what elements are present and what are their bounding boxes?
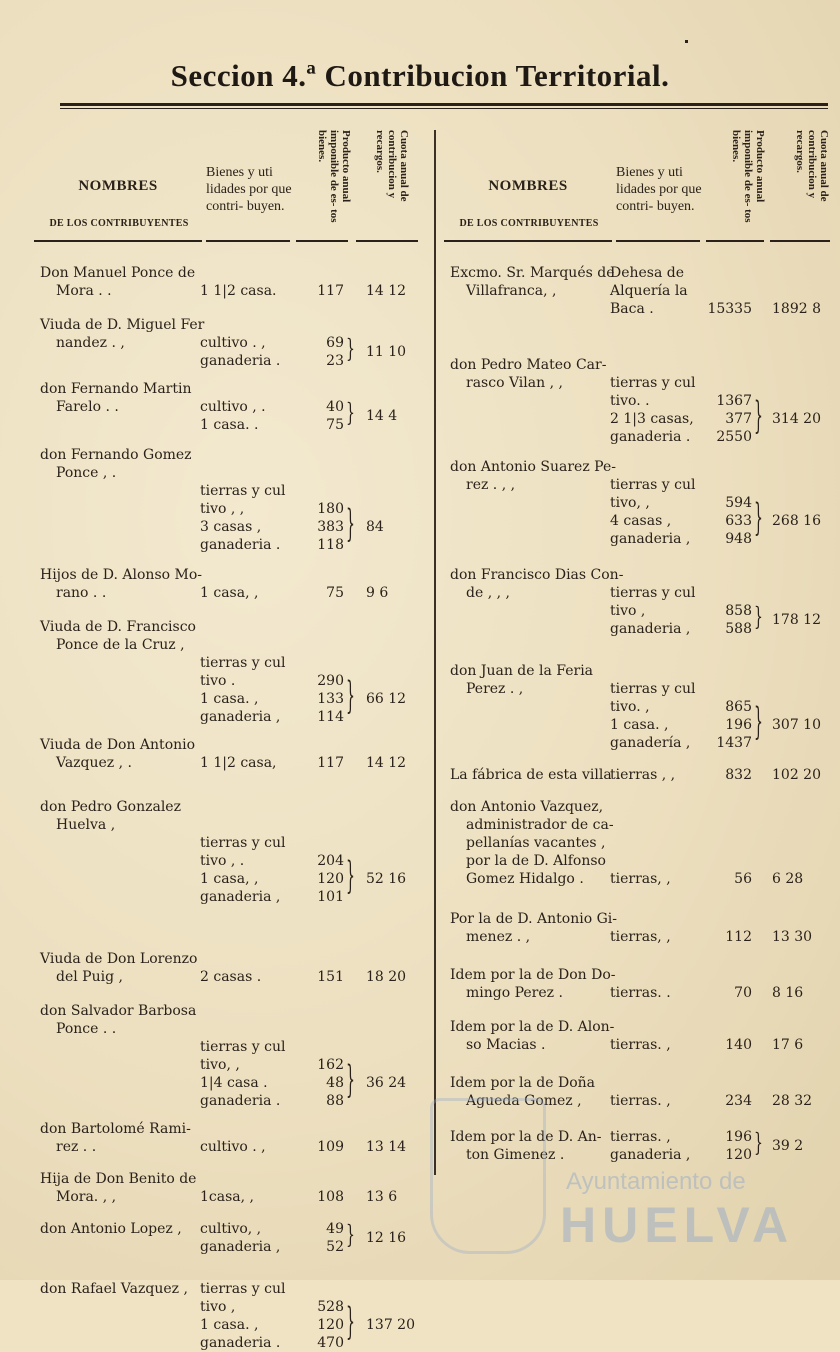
annual-product: 114	[317, 709, 344, 725]
annual-product: 204	[317, 853, 344, 869]
asset-description: 2 casas .	[200, 969, 262, 985]
header-producto: Producto anual imponible de es- tos bienes.	[316, 130, 352, 223]
contributor-name-cont: Huelva ,	[56, 817, 116, 833]
right-column	[444, 120, 840, 1163]
asset-description: tierras y cul	[200, 1039, 286, 1055]
annual-product: 75	[326, 417, 344, 433]
asset-description: tivo ,	[200, 1299, 236, 1315]
brace-mark: }	[754, 395, 763, 439]
annual-product: 383	[317, 519, 344, 535]
asset-description: 1|4 casa .	[200, 1075, 268, 1091]
brace-mark: }	[346, 855, 355, 899]
annual-quota: 268 16	[772, 513, 821, 529]
brace-mark: }	[346, 335, 355, 365]
asset-description: ganaderia ,	[610, 531, 691, 547]
annual-product: 112	[725, 929, 752, 945]
header-producto: Producto anual imponible de es- tos bienes.	[730, 130, 766, 223]
annual-product: 377	[725, 411, 752, 427]
annual-quota: 66 12	[366, 691, 407, 707]
annual-product: 109	[317, 1139, 344, 1155]
annual-quota: 84	[366, 519, 384, 535]
asset-description: 1 casa. ,	[610, 717, 669, 733]
annual-product: 234	[725, 1093, 752, 1109]
title-rule-thin	[60, 108, 828, 109]
asset-description: ganaderia ,	[200, 709, 281, 725]
brace-mark: }	[346, 503, 355, 547]
annual-product: 48	[326, 1075, 344, 1091]
contributor-name-cont: por la de D. Alfonso	[466, 853, 606, 869]
header-nombres: NOMBRES	[78, 178, 158, 194]
annual-product: 948	[725, 531, 752, 547]
contributor-name: don Juan de la Feria	[450, 663, 594, 679]
asset-description: 1 1|2 casa.	[200, 283, 277, 299]
annual-product: 40	[326, 399, 344, 415]
contributor-name: Viuda de D. Miguel Fer	[40, 317, 205, 333]
annual-quota: 36 24	[366, 1075, 407, 1091]
library-stamp	[430, 1098, 546, 1254]
asset-description: tierras y cul	[200, 1281, 286, 1297]
asset-description: tierras y cul	[200, 655, 286, 671]
annual-product: 69	[326, 335, 344, 351]
annual-product: 633	[725, 513, 752, 529]
asset-description: tierras y cul	[610, 477, 696, 493]
asset-description: ganaderia .	[610, 429, 691, 445]
asset-description: tierras y cul	[200, 483, 286, 499]
annual-product: 70	[734, 985, 752, 1001]
asset-description: ganaderia ,	[200, 1239, 281, 1255]
annual-product: 56	[734, 871, 752, 887]
contributor-name-cont: rez . , ,	[466, 477, 516, 493]
contributor-name-cont: Gomez Hidalgo .	[466, 871, 584, 887]
asset-description: Alquería la	[610, 283, 688, 299]
contributor-name: Hijos de D. Alonso Mo-	[40, 567, 203, 583]
asset-description: 1 casa, ,	[200, 585, 259, 601]
contributor-name: Por la de D. Antonio Gi-	[450, 911, 617, 927]
contributor-name: Idem por la de Doña	[450, 1075, 596, 1091]
annual-product: 832	[725, 767, 752, 783]
annual-product: 140	[725, 1037, 752, 1053]
asset-description: tivo , ,	[200, 501, 245, 517]
brace-mark: }	[754, 603, 763, 633]
contributor-name-cont: Agueda Gomez ,	[466, 1093, 582, 1109]
contributor-name: don Rafael Vazquez ,	[40, 1281, 188, 1297]
annual-quota: 39 2	[772, 1138, 804, 1154]
left-column	[34, 120, 426, 1351]
asset-description: ganaderia .	[200, 1093, 281, 1109]
annual-product: 290	[317, 673, 344, 689]
annual-product: 470	[317, 1335, 344, 1351]
asset-description: 2 1|3 casas,	[610, 411, 694, 427]
annual-quota: 14 12	[366, 283, 407, 299]
annual-product: 108	[317, 1189, 344, 1205]
watermark-line1: Ayuntamiento de	[566, 1168, 746, 1195]
asset-description: cultivo . ,	[200, 1139, 266, 1155]
contributor-name-cont: Farelo . .	[56, 399, 119, 415]
annual-product: 196	[725, 717, 752, 733]
right-header	[444, 120, 840, 252]
asset-description: tivo .	[200, 673, 236, 689]
annual-quota: 8 16	[772, 985, 804, 1001]
annual-product: 15335	[707, 301, 752, 317]
asset-description: tierras. ,	[610, 1037, 671, 1053]
brace-mark: }	[754, 701, 763, 745]
contributor-name-cont: Mora. , ,	[56, 1189, 117, 1205]
annual-product: 118	[317, 537, 344, 553]
annual-product: 528	[317, 1299, 344, 1315]
annual-quota: 9 6	[366, 585, 389, 601]
watermark-line2: HUELVA	[560, 1197, 795, 1253]
contributor-name: don Antonio Vazquez,	[450, 799, 604, 815]
header-underline	[34, 240, 202, 242]
contributor-name-cont: Perez . ,	[466, 681, 524, 697]
contributor-name: La fábrica de esta villa .	[450, 767, 621, 783]
annual-quota: 28 32	[772, 1093, 813, 1109]
asset-description: tierras y cul	[610, 681, 696, 697]
contributor-name-cont: del Puig ,	[56, 969, 123, 985]
contributor-name: Viuda de Don Lorenzo	[40, 951, 198, 967]
annual-product: 594	[725, 495, 752, 511]
contributor-name-cont: Ponce de la Cruz ,	[56, 637, 185, 653]
contributor-name-cont: rez . .	[56, 1139, 97, 1155]
contributor-name-cont: Vazquez , .	[56, 755, 132, 771]
contributor-name-cont: rano . .	[56, 585, 107, 601]
asset-description: tierras. ,	[610, 1129, 671, 1145]
asset-description: ganaderia ,	[200, 889, 281, 905]
asset-description: tierras y cul	[610, 585, 696, 601]
header-underline	[444, 240, 612, 242]
title-rule	[60, 103, 828, 106]
contributor-name: Don Manuel Ponce de	[40, 265, 196, 281]
column-divider	[434, 130, 436, 1175]
asset-description: 1 casa. ,	[200, 1317, 259, 1333]
annual-product: 162	[317, 1057, 344, 1073]
annual-quota: 13 6	[366, 1189, 398, 1205]
annual-quota: 12 16	[366, 1230, 407, 1246]
contributor-name-cont: pellanías vacantes ,	[466, 835, 606, 851]
contributor-name-cont: Villafranca, ,	[466, 283, 557, 299]
contributor-name: don Antonio Lopez ,	[40, 1221, 182, 1237]
header-bienes: Bienes y uti lidades por que contri- buyen.	[206, 165, 292, 214]
annual-product: 117	[317, 755, 344, 771]
page-title: Seccion 4.ª Contribucion Territorial.	[170, 58, 670, 93]
asset-description: 1 casa, ,	[200, 871, 259, 887]
asset-description: Dehesa de	[610, 265, 685, 281]
annual-quota: 13 30	[772, 929, 813, 945]
contributor-name: don Francisco Dias Con-	[450, 567, 624, 583]
asset-description: 1casa, ,	[200, 1189, 254, 1205]
asset-description: tierras. .	[610, 985, 671, 1001]
asset-description: tivo. .	[610, 393, 650, 409]
annual-product: 75	[326, 585, 344, 601]
asset-description: tierras y cul	[200, 835, 286, 851]
contributor-name-cont: Mora . .	[56, 283, 112, 299]
asset-description: tivo, ,	[200, 1057, 240, 1073]
annual-quota: 18 20	[366, 969, 407, 985]
annual-product: 49	[326, 1221, 344, 1237]
contributor-name: Idem por la de D. Alon-	[450, 1019, 615, 1035]
asset-description: tierras, ,	[610, 871, 671, 887]
contributor-name: don Bartolomé Rami-	[40, 1121, 191, 1137]
annual-product: 120	[317, 871, 344, 887]
annual-quota: 102 20	[772, 767, 821, 783]
contributor-name: Idem por la de Don Do-	[450, 967, 616, 983]
header-bienes: Bienes y uti lidades por que contri- buyen.	[616, 165, 702, 214]
annual-product: 588	[725, 621, 752, 637]
header-underline	[356, 240, 418, 242]
annual-quota: 307 10	[772, 717, 821, 733]
contributor-name-cont: rasco Vilan , ,	[466, 375, 563, 391]
annual-product: 120	[317, 1317, 344, 1333]
asset-description: 1 casa. ,	[200, 691, 259, 707]
annual-product: 52	[326, 1239, 344, 1255]
asset-description: 1 1|2 casa,	[200, 755, 277, 771]
contributor-name-cont: nandez . ,	[56, 335, 125, 351]
asset-description: tivo, ,	[610, 495, 650, 511]
annual-product: 1437	[716, 735, 752, 751]
left-header	[34, 120, 426, 252]
annual-quota: 13 14	[366, 1139, 407, 1155]
contributor-name-cont: Ponce . .	[56, 1021, 117, 1037]
asset-description: tivo ,	[610, 603, 646, 619]
asset-description: 3 casas ,	[200, 519, 262, 535]
contributor-name: don Fernando Gomez	[40, 447, 192, 463]
annual-product: 101	[317, 889, 344, 905]
annual-quota: 314 20	[772, 411, 821, 427]
brace-mark: }	[346, 1301, 355, 1345]
annual-product: 88	[326, 1093, 344, 1109]
header-cuota: Cuota anual de contribucion y recargos.	[374, 130, 410, 202]
annual-product: 117	[317, 283, 344, 299]
contributor-name-cont: de , , ,	[466, 585, 510, 601]
contributor-name: don Pedro Gonzalez	[40, 799, 181, 815]
contributor-name-cont: ton Gimenez .	[466, 1147, 565, 1163]
asset-description: 4 casas ,	[610, 513, 672, 529]
contributor-name: don Pedro Mateo Car-	[450, 357, 607, 373]
brace-mark: }	[754, 497, 763, 541]
brace-mark: }	[346, 399, 355, 429]
annual-product: 1367	[716, 393, 752, 409]
asset-description: cultivo , .	[200, 399, 266, 415]
annual-quota: 17 6	[772, 1037, 804, 1053]
header-underline	[706, 240, 764, 242]
asset-description: tierras y cul	[610, 375, 696, 391]
brace-mark: }	[346, 1221, 355, 1251]
annual-quota: 14 4	[366, 408, 398, 424]
contributor-name: Excmo. Sr. Marqués de	[450, 265, 615, 281]
contributor-name-cont: mingo Perez .	[466, 985, 563, 1001]
header-contribuyentes: DE LOS CONTRIBUYENTES	[459, 218, 599, 229]
annual-product: 120	[725, 1147, 752, 1163]
asset-description: tierras. ,	[610, 1093, 671, 1109]
contributor-name: don Fernando Martin	[40, 381, 192, 397]
header-underline	[206, 240, 290, 242]
asset-description: cultivo, ,	[200, 1221, 262, 1237]
asset-description: Baca .	[610, 301, 654, 317]
annual-product: 23	[326, 353, 344, 369]
asset-description: tivo. ,	[610, 699, 650, 715]
annual-quota: 11 10	[366, 344, 407, 360]
contributor-name-cont: menez . ,	[466, 929, 531, 945]
asset-description: tierras, ,	[610, 929, 671, 945]
contributor-name: Idem por la de D. An-	[450, 1129, 602, 1145]
annual-product: 133	[317, 691, 344, 707]
header-underline	[770, 240, 830, 242]
header-underline	[616, 240, 700, 242]
brace-mark: }	[346, 1059, 355, 1103]
contributor-name: don Salvador Barbosa	[40, 1003, 197, 1019]
header-cuota: Cuota anual de contribucion y recargos.	[794, 130, 830, 202]
asset-description: ganaderia ,	[610, 621, 691, 637]
header-contribuyentes: DE LOS CONTRIBUYENTES	[49, 218, 189, 229]
annual-quota: 1892 8	[772, 301, 821, 317]
brace-mark: }	[754, 1129, 763, 1159]
annual-product: 180	[317, 501, 344, 517]
annual-quota: 178 12	[772, 612, 821, 628]
annual-quota: 137 20	[366, 1317, 415, 1333]
asset-description: ganadería ,	[610, 735, 691, 751]
asset-description: tierras , ,	[610, 767, 676, 783]
annual-product: 865	[725, 699, 752, 715]
annual-quota: 14 12	[366, 755, 407, 771]
contributor-name: Viuda de Don Antonio	[40, 737, 196, 753]
asset-description: cultivo . ,	[200, 335, 266, 351]
annual-product: 151	[317, 969, 344, 985]
annual-quota: 6 28	[772, 871, 804, 887]
brace-mark: }	[346, 675, 355, 719]
contributor-name: Hija de Don Benito de	[40, 1171, 197, 1187]
annual-quota: 52 16	[366, 871, 407, 887]
contributor-name-cont: so Macias .	[466, 1037, 546, 1053]
contributor-name: Viuda de D. Francisco	[40, 619, 196, 635]
header-nombres: NOMBRES	[488, 178, 568, 194]
asset-description: 1 casa. .	[200, 417, 259, 433]
asset-description: tivo , .	[200, 853, 245, 869]
annual-product: 196	[725, 1129, 752, 1145]
contributor-name-cont: administrador de ca-	[466, 817, 614, 833]
annual-product: 858	[725, 603, 752, 619]
asset-description: ganaderia .	[200, 537, 281, 553]
annual-product: 2550	[716, 429, 752, 445]
contributor-name: don Antonio Suarez Pe-	[450, 459, 616, 475]
asset-description: ganaderia .	[200, 1335, 281, 1351]
asset-description: ganaderia ,	[610, 1147, 691, 1163]
header-underline	[296, 240, 348, 242]
ink-dot	[685, 40, 688, 43]
contributor-name-cont: Ponce , .	[56, 465, 117, 481]
asset-description: ganaderia .	[200, 353, 281, 369]
